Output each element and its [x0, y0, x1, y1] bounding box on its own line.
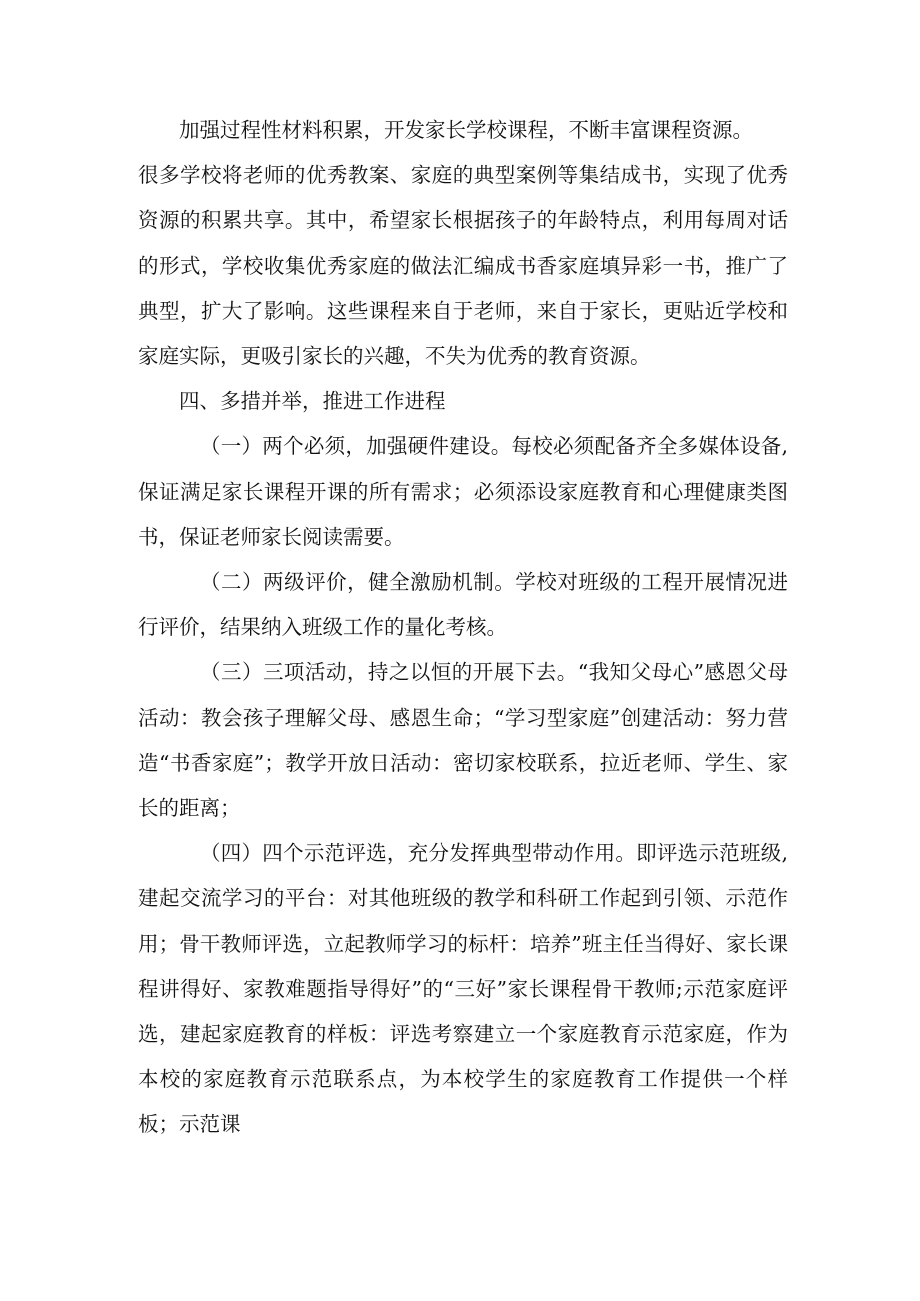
section-heading-four: 四、多措并举，推进工作进程	[179, 389, 446, 414]
paragraph-two-level-evaluation: （二）两级评价，健全激励机制。学校对班级的工程开展情况进行评价，结果纳入班级工作的量化考核。	[138, 570, 788, 640]
paragraph-material-accumulation: 加强过程性材料积累，开发家长学校课程，不断丰富课程资源。	[179, 118, 753, 142]
paragraph-hardware-construction: （一）两个必须，加强硬件建设。每校必须配备齐全多媒体设备,保证满足家长课程开课的所有需求；必须添设家庭教育和心理健康类图书，保证老师家长阅读需要。	[138, 434, 788, 549]
document-body	[138, 108, 788, 1148]
paragraph-four-demonstrations: （四）四个示范评选，充分发挥典型带动作用。即评选示范班级,建起交流学习的平台：对其他班级的教学和科研工作起到引领、示范作用；骨干教师评选，立起教师学习的标杆：培养”班主任当得好、家长课程讲得好、家教难题指导得好”的“三好”家长课程骨干教师;示范家庭评选，建起家庭教育的样板：评选考察建立一个家庭教育示范家庭，作为本校的家庭教育示范联系点，为本校学生的家庭教育工作提供一个样板；示范课	[138, 841, 788, 1137]
paragraph-three-activities: （三）三项活动，持之以恒的开展下去。“我知父母心”感恩父母活动：教会孩子理解父母、感恩生命；“学习型家庭”创建活动：努力营造“书香家庭”；教学开放日活动：密切家校联系，拉近老师、学生、家长的距离；	[138, 660, 788, 821]
paragraph-resource-sharing: 很多学校将老师的优秀教案、家庭的典型案例等集结成书，实现了优秀资源的积累共享。其中，希望家长根据孩子的年龄特点，利用每周对话的形式，学校收集优秀家庭的做法汇编成书香家庭填异彩一书，推广了典型，扩大了影响。这些课程来自于老师，来自于家长，更贴近学校和家庭实际，更吸引家长的兴趣，不失为优秀的教育资源。	[138, 163, 788, 369]
